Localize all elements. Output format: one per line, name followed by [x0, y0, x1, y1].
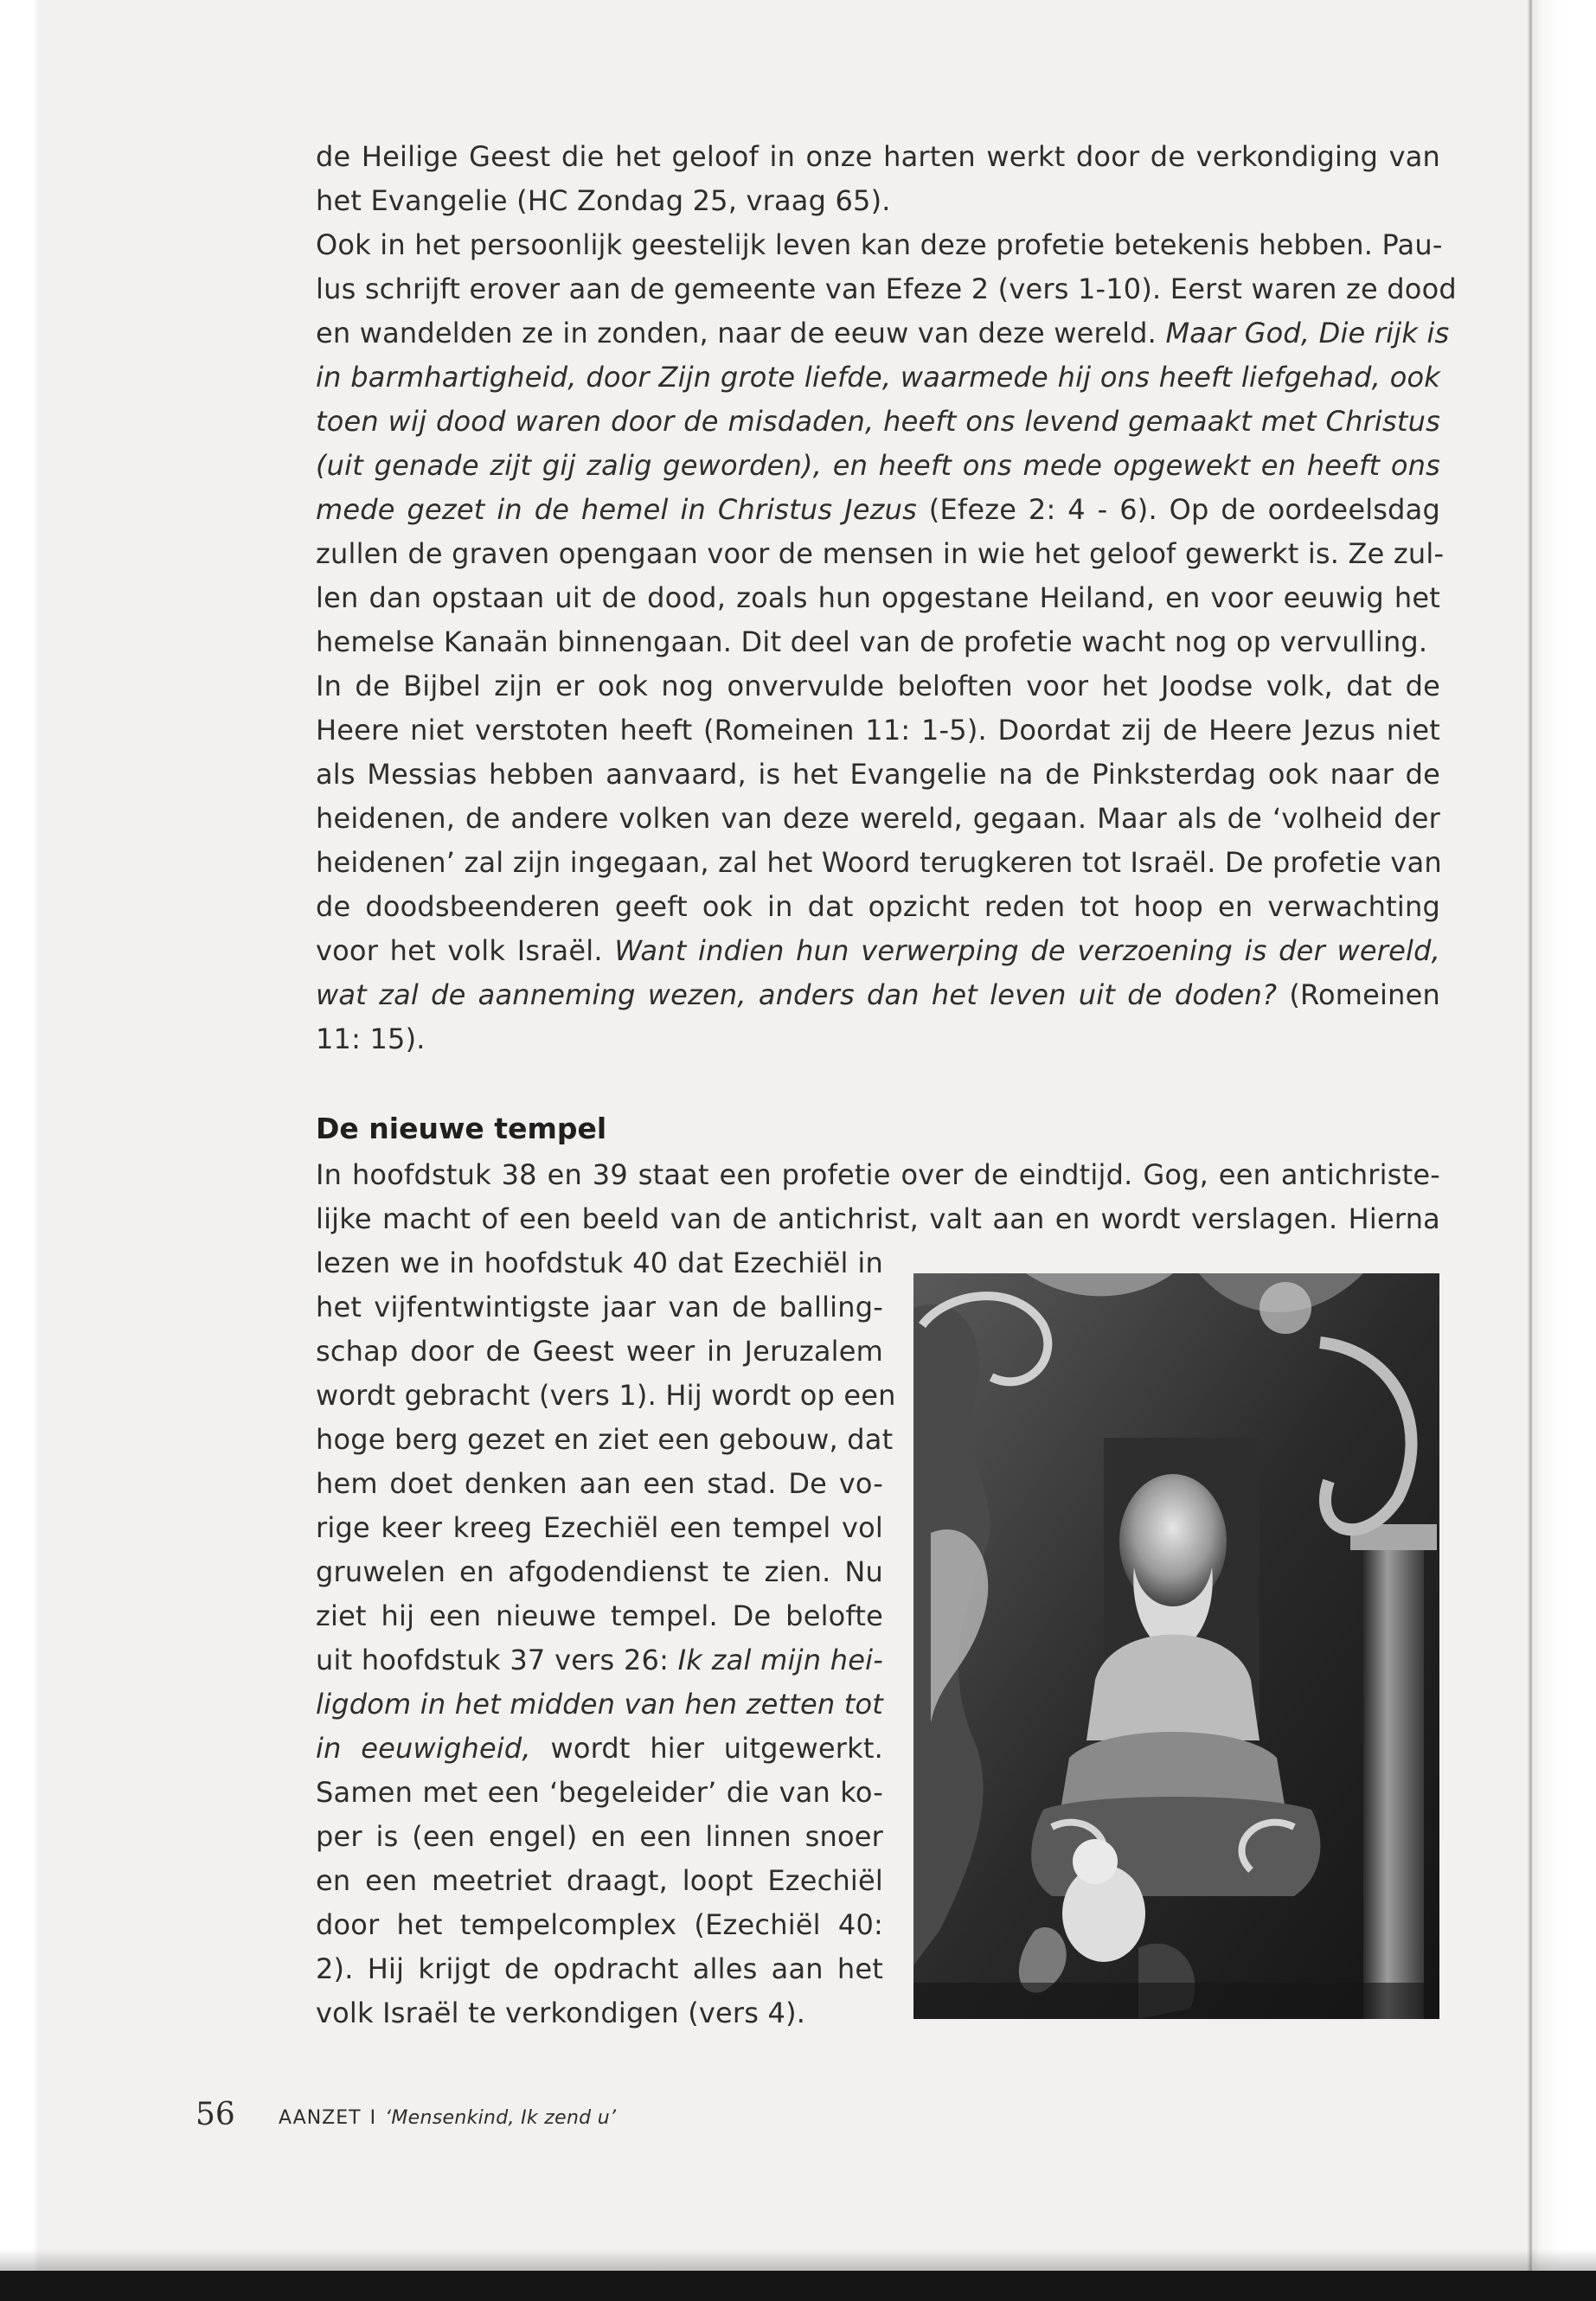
- scan-margin-right: [1528, 0, 1596, 2301]
- section-heading: De nieuwe tempel: [316, 1112, 607, 1145]
- text-line: [316, 973, 1440, 1017]
- baroque-sculpture-photo: [913, 1273, 1439, 2019]
- paragraph-3: [316, 664, 1440, 1061]
- scripture-quote: Ik zal mijn hei-: [677, 1644, 883, 1676]
- text-line: en een meetriet draagt, loopt Ezechiël: [316, 1864, 883, 1897]
- text-line: het Evangelie (HC Zondag 25, vraag 65).: [316, 184, 891, 217]
- text-line: Heere niet verstoten heeft (Romeinen 11: 1-5). Doordat zij de Heere Jezus niet: [316, 714, 1440, 747]
- text-line: len dan opstaan uit de dood, zoals hun opgestane Heiland, en voor eeuwig het: [316, 581, 1440, 614]
- scripture-quote-line: (uit genade zijt gij zalig geworden), en heeft ons mede opgewekt en heeft ons: [316, 449, 1440, 482]
- text-line: per is (een engel) en een linnen snoer: [316, 1820, 883, 1853]
- section-wrapped-column: [316, 1241, 896, 2035]
- text-line: lus schrijft erover aan de gemeente van Efeze 2 (vers 1-10). Eerst waren ze dood: [316, 272, 1457, 305]
- text-line: schap door de Geest weer in Jeruzalem: [316, 1335, 883, 1368]
- section-paragraph: [316, 1153, 1440, 1241]
- text-run: en wandelden ze in zonden, naar de eeuw van deze wereld.: [316, 317, 1166, 349]
- scan-bottom-edge: [0, 2271, 1596, 2301]
- text-line: heidenen’ zal zijn ingegaan, zal het Woord terugkeren tot Israël. De profetie van: [316, 846, 1442, 879]
- text-line: [316, 1638, 883, 1682]
- scripture-quote: wat zal de aanneming wezen, anders dan het leven uit de doden?: [316, 978, 1278, 1011]
- pilaster-column: [1363, 1533, 1424, 2019]
- text-line: het vijfentwintigste jaar van de balling-: [316, 1291, 883, 1324]
- text-line: hoge berg gezet en ziet een gebouw, dat: [316, 1423, 894, 1456]
- text-run: (Romeinen: [1277, 978, 1440, 1011]
- text-run: uit hoofdstuk 37 vers 26:: [316, 1644, 678, 1676]
- text-line: de doodsbeenderen geeft ook in dat opzicht reden tot hoop en verwachting: [316, 890, 1440, 923]
- page-edge-line: [1529, 0, 1532, 2301]
- text-line: [316, 488, 1440, 532]
- putto-head: [1259, 1282, 1311, 1334]
- photo-bottom-shadow: [913, 1983, 1439, 2019]
- page-number: 56: [195, 2097, 235, 2132]
- text-run: wordt hier uitgewerkt.: [530, 1732, 883, 1765]
- text-line: [316, 311, 1450, 356]
- running-footer: [279, 2107, 616, 2129]
- text-line: Ook in het persoonlijk geestelijk leven kan deze profetie betekenis hebben. Pau-: [316, 228, 1443, 261]
- scripture-quote: mede gezet in de hemel in Christus Jezus: [316, 493, 917, 526]
- scripture-quote: Want indien hun verwerping de verzoening is der wereld,: [614, 934, 1440, 967]
- text-line: ziet hij een nieuwe tempel. De belofte: [316, 1599, 883, 1632]
- putto-head: [1073, 1839, 1118, 1884]
- text-line: Samen met een ‘begeleider’ die van ko-: [316, 1776, 883, 1809]
- text-line: [316, 929, 1440, 973]
- text-line: 2). Hij krijgt de opdracht alles aan het: [316, 1952, 883, 1985]
- text-line: wordt gebracht (vers 1). Hij wordt op een: [316, 1379, 896, 1412]
- text-line: heidenen, de andere volken van deze wereld, gegaan. Maar als de ‘volheid der: [316, 802, 1440, 835]
- series-name: AANZET: [279, 2107, 362, 2129]
- body-text-top: [316, 135, 1457, 1061]
- text-line: In hoofdstuk 38 en 39 staat een profetie over de eindtijd. Gog, een antichriste-: [316, 1158, 1440, 1191]
- text-line: de Heilige Geest die het geloof in onze harten werkt door de verkondiging van: [316, 140, 1440, 173]
- text-line: lijke macht of een beeld van de antichrist, valt aan en wordt verslagen. Hierna: [316, 1202, 1440, 1235]
- scripture-quote-line: toen wij dood waren door de misdaden, heeft ons levend gemaakt met Christus: [316, 405, 1440, 438]
- paragraph-2: [316, 223, 1457, 664]
- text-line: rige keer kreeg Ezechiël een tempel vol: [316, 1511, 883, 1544]
- scripture-quote-line: ligdom in het midden van hen zetten tot: [316, 1688, 883, 1721]
- text-line: lezen we in hoofdstuk 40 dat Ezechiël in: [316, 1247, 883, 1279]
- text-line: gruwelen en afgodendienst te zien. Nu: [316, 1555, 883, 1588]
- photo-illustration: [913, 1273, 1439, 2019]
- scripture-quote: Maar God, Die rijk is: [1165, 317, 1450, 349]
- text-line: [316, 1727, 883, 1771]
- section-paragraph-continued: [316, 1241, 896, 2035]
- text-line: door het tempelcomplex (Ezechiël 40:: [316, 1908, 883, 1941]
- section-intro: [316, 1153, 1440, 1241]
- text-line: als Messias hebben aanvaard, is het Evangelie na de Pinksterdag ook naar de: [316, 758, 1440, 791]
- text-run: (Efeze 2: 4 - 6). Op de oordeelsdag: [916, 493, 1441, 526]
- text-run: voor het volk Israël.: [316, 934, 615, 967]
- text-line: volk Israël te verkondigen (vers 4).: [316, 1997, 806, 2029]
- text-line: zullen de graven opengaan voor de mensen in wie het geloof gewerkt is. Ze zul-: [316, 537, 1445, 570]
- text-line: 11: 15).: [316, 1022, 426, 1055]
- scripture-quote-line: in barmhartigheid, door Zijn grote liefde, waarmede hij ons heeft liefgehad, ook: [316, 361, 1440, 394]
- chapter-title: ‘Mensenkind, Ik zend u’: [385, 2107, 617, 2129]
- bottom-shadow: [0, 2249, 1596, 2271]
- scripture-quote: in eeuwigheid,: [316, 1732, 531, 1765]
- text-line: hemelse Kanaän binnengaan. Dit deel van de profetie wacht nog op vervulling.: [316, 625, 1428, 658]
- text-line: hem doet denken aan een stad. De vo-: [316, 1467, 883, 1500]
- paragraph-1: [316, 135, 1440, 223]
- footer-separator: I: [369, 2107, 377, 2129]
- text-line: In de Bijbel zijn er ook nog onvervulde beloften voor het Joodse volk, dat de: [316, 670, 1440, 702]
